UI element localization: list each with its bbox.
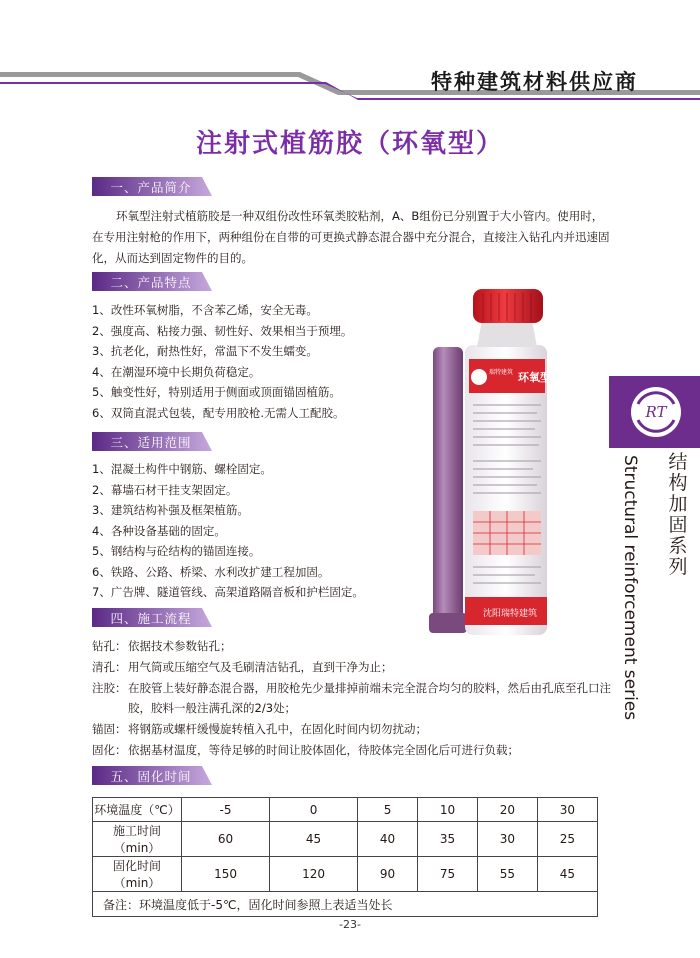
section-title-scope: 三、适用范围 (110, 435, 192, 450)
label-footer: 沈阳瑞特建筑 (483, 609, 538, 619)
process-steps (92, 636, 612, 761)
side-title-cn: 结 构 加 固 系 列 (668, 451, 688, 578)
section-title-intro: 一、产品简介 (110, 180, 192, 195)
process-step (92, 719, 612, 740)
table-cell: 60 (182, 822, 270, 857)
row-header: 施工时间（min） (93, 822, 182, 857)
header-title: 特种建筑材料供应商 (431, 70, 638, 94)
table-cell: 35 (418, 822, 478, 857)
list-item: 5、钢结构与砼结构的锚固连接。 (92, 544, 261, 558)
label-product-name: 环氧型 (518, 371, 551, 384)
table-cell: 90 (358, 857, 418, 892)
table-row (93, 798, 598, 822)
step-label: 钻孔： (92, 639, 127, 653)
step-text: 在胶管上装好静态混合器，用胶枪先少量排掉前端未完全混合均匀的胶料，然后由孔底至孔口注胶，胶料一般注满孔深的2/3处； (128, 680, 611, 716)
step-label: 清孔： (92, 659, 127, 674)
company-logo (628, 384, 684, 440)
list-item: 3、抗老化，耐热性好，常温下不发生蠕变。 (92, 344, 318, 358)
table-cell: 55 (477, 857, 537, 892)
table-cell: 20 (477, 798, 537, 822)
section-tab-intro (92, 177, 212, 196)
list-item: 6、双筒直混式包装，配专用胶枪.无需人工配胶。 (92, 405, 345, 420)
list-item: 1、改性环氧树脂，不含苯乙烯，安全无毒。 (92, 303, 318, 317)
product-cartridge-image (425, 285, 575, 645)
step-text: 用气筒或压缩空气及毛刷清洁钻孔，直到干净为止； (128, 659, 393, 674)
step-text: 依据基材温度，等待足够的时间让胶体固化，待胶体完全固化后可进行负载； (128, 742, 519, 757)
step-text: 将钢筋或螺杆缓慢旋转植入孔中，在固化时间内切勿扰动； (128, 722, 427, 737)
process-step (92, 657, 612, 678)
section-title-features: 二、产品特点 (110, 275, 192, 290)
section-title-curing: 五、固化时间 (110, 769, 192, 784)
table-cell: 0 (270, 798, 358, 822)
table-cell: 5 (358, 798, 418, 822)
scope-list (92, 459, 364, 603)
section-tab-curing (92, 766, 212, 785)
table-row (93, 892, 598, 917)
table-cell: 45 (270, 822, 358, 857)
list-item: 2、强度高、粘接力强、韧性好、效果相当于预埋。 (92, 323, 353, 338)
list-item: 4、在潮湿环境中长期负荷稳定。 (92, 364, 261, 379)
curing-table (92, 797, 598, 917)
list-item: 7、广告牌、隧道管线、高架道路隔音板和护栏固定。 (92, 585, 364, 599)
step-text: 依据技术参数钻孔； (128, 639, 232, 653)
side-title-en: Structural reinforcement series (620, 455, 640, 721)
process-step (92, 678, 612, 720)
section-tab-features (92, 272, 212, 291)
table-cell: 30 (477, 822, 537, 857)
table-cell: -5 (182, 798, 270, 822)
table-cell: 40 (358, 822, 418, 857)
list-item: 2、幕墙石材干挂支架固定。 (92, 482, 238, 497)
step-label: 注胶： (92, 680, 127, 695)
row-header: 环境温度（℃） (93, 798, 182, 822)
list-item: 5、触变性好，特别适用于侧面或顶面锚固植筋。 (92, 385, 341, 399)
table-row (93, 822, 598, 857)
row-header: 固化时间（min） (93, 857, 182, 892)
features-list (92, 300, 352, 423)
section-title-process: 四、施工流程 (110, 611, 192, 626)
step-label: 固化： (92, 742, 127, 757)
intro-text: 环氧型注射式植筋胶是一种双组份改性环氧类胶粘剂，A、B组份已分别置于大小管内。使用时，在专用注射枪的作用下，两种组份在自带的可更换式静态混合器中充分混合，直接注入钻孔内并迅速固化，从而达到固定物件的目的。 (92, 209, 610, 265)
table-row (93, 857, 598, 892)
step-label: 锚固： (92, 722, 127, 737)
table-note: 备注：环境温度低于-5℃，固化时间参照上表适当处长 (93, 892, 598, 917)
process-step (92, 740, 612, 761)
table-cell: 25 (537, 822, 597, 857)
table-cell: 120 (270, 857, 358, 892)
list-item: 4、各种设备基础的固定。 (92, 523, 226, 538)
label-brand: 瑞特建筑 (489, 369, 514, 376)
list-item: 6、铁路、公路、桥梁、水利改扩建工程加固。 (92, 564, 330, 579)
section-tab-scope (92, 432, 212, 451)
list-item: 3、建筑结构补强及框架植筋。 (92, 503, 249, 517)
table-cell: 75 (418, 857, 478, 892)
table-cell: 10 (418, 798, 478, 822)
page-number: -23- (339, 918, 361, 931)
svg-text:RT: RT (645, 403, 667, 421)
table-cell: 45 (537, 857, 597, 892)
section-tab-process (92, 608, 212, 627)
table-cell: 30 (537, 798, 597, 822)
page-title: 注射式植筋胶（环氧型） (195, 129, 504, 159)
table-cell: 150 (182, 857, 270, 892)
list-item: 1、混凝土构件中钢筋、螺栓固定。 (92, 462, 272, 476)
